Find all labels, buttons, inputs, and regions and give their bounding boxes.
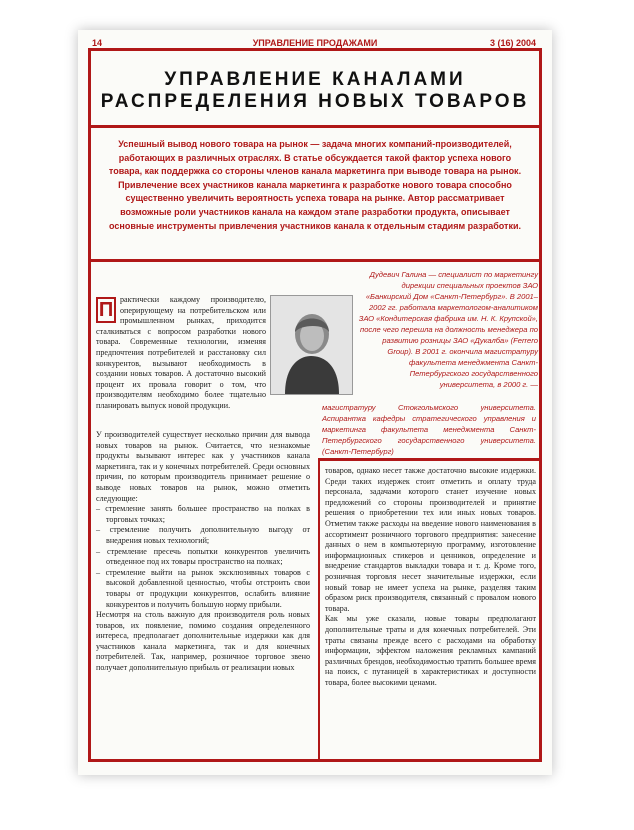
consumer-costs-paragraph: Как мы уже сказали, новые товары предполагают дополнительные траты и для конечных потребителей. Эти траты связаны прежде всего с расходами на обработку информации, эффектом наложения рекламных кампаний различных брендов, необходимостью тратить большее время на поиск, с путаницей в характеристиках и доступности товара, более высокими ценами. bbox=[325, 614, 537, 687]
left-column bbox=[96, 295, 266, 412]
bio-divider-rule bbox=[318, 458, 542, 461]
right-column bbox=[325, 466, 536, 688]
author-bio: Дудевич Галина — специалист по маркетингу дирекции специальных проектов ЗАО «Банкирский Дом «Санкт-Петербург». В 2001–2002 гг. работала маркетологом-аналитиком ЗАО «Кондитерская фабрика им. Н. К. Крупской», после чего перешла на должность менеджера по развитию розницы ЗАО «Дукалба» (Ferrero Group). В 2001 г. окончила магистратуру факультета менеджмента Санкт-Петербургского государственного университета, в 2000 г. — bbox=[358, 270, 538, 389]
frame-top-rule bbox=[88, 48, 542, 51]
reason-item-1: – стремление занять большее пространство на полках в торговых точках; bbox=[96, 504, 310, 524]
reason-item-4: – стремление выйти на рынок эксклюзивных товаров с высокой добавленной ценностью, чтобы отстроить свои товары от продукции конкурентов, ослабить влияние конкурентов и получить большую норму прибыли. bbox=[96, 567, 310, 609]
frame-right-rule bbox=[539, 48, 542, 762]
left-column-body bbox=[96, 430, 310, 674]
section-title: УПРАВЛЕНИЕ ПРОДАЖАМИ bbox=[252, 38, 378, 48]
lead-bottom-rule bbox=[88, 259, 542, 262]
article-lead: Успешный вывод нового товара на рынок — задача многих компаний-производителей, работающих в различных отраслях. В статье обсуждается такой фактор успеха нового товара, как поддержка со стороны членов канала маркетинга при выводе товара на рынок. Привлечение всех участников канала маркетинга к разработке нового товара способно существенно увеличить вероятность успеха товара на рынке. Автор рассматривает возможные роли участников канала на каждом этапе разработки продукта, описывает основные инструменты привлечения участников канала к отдельным стадиям разработки. bbox=[108, 139, 522, 231]
frame-bottom-rule bbox=[88, 759, 542, 762]
reason-item-2: – стремление получить дополнительную выгоду от внедрения новых технологий; bbox=[96, 525, 310, 545]
author-bio-continued: магистратуру Стокгольмского университета. Аспирантка кафедры стратегического управления и маркетинга факультета менеджмента Санкт-Петербургского государственного университета. (Санкт-Петербург) bbox=[322, 403, 536, 456]
costs-paragraph: Несмотря на столь важную для производителя роль новых товаров, их появление, помимо создания определенного интереса, предполагает дополнительные издержки как для участников канала маркетинга, так и для конечных потребителей. Так, например, розничное торговое звено получает дополнительную прибыль от реализации новых bbox=[96, 610, 310, 673]
page-number: 14 bbox=[92, 38, 103, 48]
retail-costs-paragraph: товаров, однако несет также достаточно высокие издержки. Среди таких издержек стоит отметить и оплату труда персонала, задачами которого станет изучение новых предложений со стороны производителей и принятие решения о приобретении тех или иных новых товаров. Отметим также расходы на введение нового наименования в ассортимент розничного торгового предприятия: занесение данных о нем в компьютерную программу, изготовление информационных стикеров и ценников, определение и внедрение стандартов выкладки товара и т. д. Кроме того, розничная торговля несет значительные издержки, если новый товар не имеет успеха на рынке, разделяя таким образом риск производителя, связанный с провалом нового товара. bbox=[325, 466, 536, 613]
column-divider-rule bbox=[318, 458, 320, 762]
reason-item-3: – стремление пресечь попытки конкурентов увеличить отведенное под их товары пространство на полках; bbox=[96, 546, 310, 567]
article-title-line-1: УПРАВЛЕНИЕ КАНАЛАМИ bbox=[164, 69, 466, 90]
intro-paragraph bbox=[96, 295, 266, 412]
intro-text: рактически каждому производителю, оперирующему на потребительском или промышленном рынках, приходится сталкиваться с вопросом разработки нового товара. Современные технологии, изменяя предпочтения потребителей и расстановку сил конкурентов, вызывают необходимость в создании новых товаров. А достаточно высокий процент их провала говорит о том, что производителям необходимо более тщательно планировать выпуск новой продукции. bbox=[96, 295, 266, 410]
drop-cap: П bbox=[96, 297, 116, 323]
reasons-paragraph: У производителей существует несколько причин для вывода новых товаров на рынок. Считается, что незнакомые продукты вызывают интерес как у участников канала маркетинга, так и у конечных потребителей. Среди основных причин, по которым производитель принимает решение о выводе новых товаров на рынок, можно отметить следующие: bbox=[96, 430, 310, 503]
frame-left-rule bbox=[88, 48, 91, 762]
issue-number: 3 (16) 2004 bbox=[489, 38, 536, 48]
lead-top-rule bbox=[88, 125, 542, 128]
article-title-line-2: РАСПРЕДЕЛЕНИЯ НОВЫХ ТОВАРОВ bbox=[100, 91, 530, 112]
